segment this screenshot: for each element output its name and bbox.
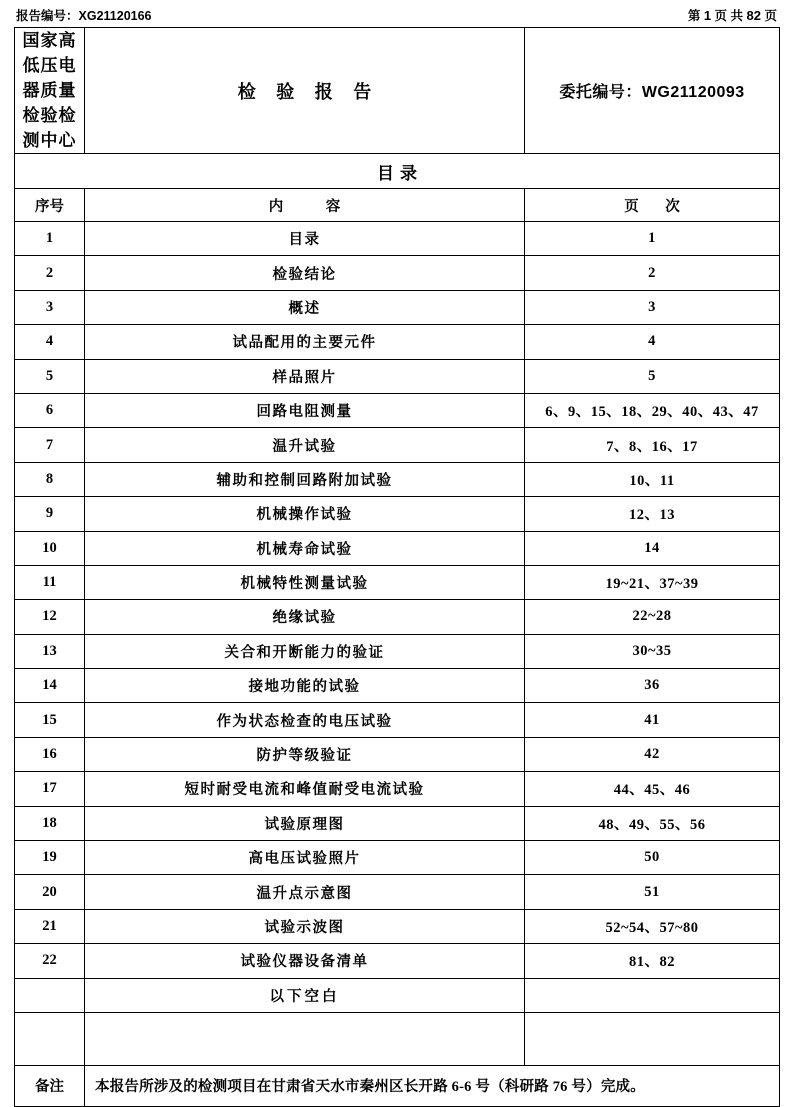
table-row bbox=[15, 462, 780, 496]
row-page: 51 bbox=[525, 875, 780, 909]
row-content: 机械特性测量试验 bbox=[85, 565, 525, 599]
row-index: 5 bbox=[15, 359, 85, 393]
table-row bbox=[15, 841, 780, 875]
row-index: 20 bbox=[15, 875, 85, 909]
row-content: 机械寿命试验 bbox=[85, 531, 525, 565]
organization-name bbox=[15, 28, 85, 154]
row-index: 19 bbox=[15, 841, 85, 875]
report-number bbox=[16, 6, 152, 24]
row-content: 高电压试验照片 bbox=[85, 841, 525, 875]
row-content: 目录 bbox=[85, 222, 525, 256]
row-index: 2 bbox=[15, 256, 85, 290]
table-row bbox=[15, 428, 780, 462]
document-title: 检 验 报 告 bbox=[85, 28, 525, 154]
page-current: 1 bbox=[703, 8, 712, 23]
row-content: 概述 bbox=[85, 290, 525, 324]
row-index: 10 bbox=[15, 531, 85, 565]
row-page: 50 bbox=[525, 841, 780, 875]
row-page: 52~54、57~80 bbox=[525, 909, 780, 943]
row-content: 温升试验 bbox=[85, 428, 525, 462]
row-page: 1 bbox=[525, 222, 780, 256]
row-index: 22 bbox=[15, 944, 85, 978]
row-content: 辅助和控制回路附加试验 bbox=[85, 462, 525, 496]
row-index: 21 bbox=[15, 909, 85, 943]
column-header-content: 内 容 bbox=[85, 189, 525, 222]
row-content: 试品配用的主要元件 bbox=[85, 325, 525, 359]
row-index: 13 bbox=[15, 634, 85, 668]
column-header-index: 序号 bbox=[15, 189, 85, 222]
row-content: 温升点示意图 bbox=[85, 875, 525, 909]
table-row bbox=[15, 531, 780, 565]
page-indicator bbox=[688, 6, 777, 24]
row-page: 19~21、37~39 bbox=[525, 565, 780, 599]
row-page: 36 bbox=[525, 669, 780, 703]
row-page: 14 bbox=[525, 531, 780, 565]
row-content: 样品照片 bbox=[85, 359, 525, 393]
row-index: 8 bbox=[15, 462, 85, 496]
organization-name-line2: 检验检测中心 bbox=[22, 106, 77, 150]
row-index: 4 bbox=[15, 325, 85, 359]
row-index: 7 bbox=[15, 428, 85, 462]
table-row bbox=[15, 325, 780, 359]
spacer-content bbox=[85, 1012, 525, 1065]
page-unit-2: 页 bbox=[764, 9, 777, 23]
catalog-heading: 目录 bbox=[15, 154, 780, 189]
table-row bbox=[15, 944, 780, 978]
report-number-value: XG21120166 bbox=[78, 9, 152, 23]
row-content: 试验原理图 bbox=[85, 806, 525, 840]
row-page: 3 bbox=[525, 290, 780, 324]
remark-text: 本报告所涉及的检测项目在甘肃省天水市秦州区长开路 6-6 号（科研路 76 号）完成。 bbox=[85, 1065, 780, 1106]
column-header-page: 页 次 bbox=[525, 189, 780, 222]
remark-label: 备注 bbox=[15, 1065, 85, 1106]
row-page: 2 bbox=[525, 256, 780, 290]
row-content: 绝缘试验 bbox=[85, 600, 525, 634]
table-row bbox=[15, 634, 780, 668]
row-page: 4 bbox=[525, 325, 780, 359]
organization-name-line1: 国家高低压电器质量 bbox=[22, 31, 77, 100]
row-index: 16 bbox=[15, 737, 85, 771]
table-row bbox=[15, 256, 780, 290]
report-number-label: 报告编号： bbox=[16, 9, 79, 23]
row-index: 9 bbox=[15, 497, 85, 531]
table-row bbox=[15, 703, 780, 737]
row-content: 试验示波图 bbox=[85, 909, 525, 943]
page-prefix: 第 bbox=[687, 9, 701, 23]
table-row bbox=[15, 393, 780, 427]
title-band-row bbox=[15, 28, 780, 154]
page-unit: 页 bbox=[714, 9, 728, 23]
row-content: 机械操作试验 bbox=[85, 497, 525, 531]
empty-spacer-row bbox=[15, 1012, 780, 1065]
row-page: 7、8、16、17 bbox=[525, 428, 780, 462]
catalog-column-header bbox=[15, 189, 780, 222]
spacer-index bbox=[15, 1012, 85, 1065]
row-index: 15 bbox=[15, 703, 85, 737]
blank-note-row bbox=[15, 978, 780, 1012]
entrust-number-value: WG21120093 bbox=[641, 84, 745, 101]
page-header bbox=[14, 6, 779, 27]
row-content: 关合和开断能力的验证 bbox=[85, 634, 525, 668]
table-row bbox=[15, 909, 780, 943]
row-content: 检验结论 bbox=[85, 256, 525, 290]
row-content: 试验仪器设备清单 bbox=[85, 944, 525, 978]
blank-index bbox=[15, 978, 85, 1012]
row-index: 12 bbox=[15, 600, 85, 634]
row-page: 22~28 bbox=[525, 600, 780, 634]
row-page: 41 bbox=[525, 703, 780, 737]
row-index: 3 bbox=[15, 290, 85, 324]
table-row bbox=[15, 669, 780, 703]
row-index: 14 bbox=[15, 669, 85, 703]
page-total-label: 共 bbox=[730, 9, 744, 23]
table-row bbox=[15, 875, 780, 909]
row-page: 42 bbox=[525, 737, 780, 771]
table-row bbox=[15, 290, 780, 324]
row-page: 10、11 bbox=[525, 462, 780, 496]
row-index: 1 bbox=[15, 222, 85, 256]
table-row bbox=[15, 565, 780, 599]
page-total: 82 bbox=[746, 8, 761, 23]
table-row bbox=[15, 222, 780, 256]
entrust-number-label: 委托编号： bbox=[559, 84, 642, 101]
table-row bbox=[15, 359, 780, 393]
row-index: 18 bbox=[15, 806, 85, 840]
row-page: 6、9、15、18、29、40、43、47 bbox=[525, 393, 780, 427]
blank-page bbox=[525, 978, 780, 1012]
row-index: 17 bbox=[15, 772, 85, 806]
blank-note: 以下空白 bbox=[85, 978, 525, 1012]
catalog-heading-row bbox=[15, 154, 780, 189]
row-page: 5 bbox=[525, 359, 780, 393]
row-page: 44、45、46 bbox=[525, 772, 780, 806]
row-index: 6 bbox=[15, 393, 85, 427]
row-content: 短时耐受电流和峰值耐受电流试验 bbox=[85, 772, 525, 806]
row-page: 12、13 bbox=[525, 497, 780, 531]
table-row bbox=[15, 497, 780, 531]
spacer-page bbox=[525, 1012, 780, 1065]
table-row bbox=[15, 737, 780, 771]
table-row bbox=[15, 806, 780, 840]
report-table bbox=[14, 27, 780, 1107]
remark-row bbox=[15, 1065, 780, 1106]
row-content: 作为状态检查的电压试验 bbox=[85, 703, 525, 737]
row-page: 81、82 bbox=[525, 944, 780, 978]
row-index: 11 bbox=[15, 565, 85, 599]
row-content: 防护等级验证 bbox=[85, 737, 525, 771]
table-row bbox=[15, 600, 780, 634]
entrust-number bbox=[525, 28, 780, 154]
row-page: 48、49、55、56 bbox=[525, 806, 780, 840]
table-row bbox=[15, 772, 780, 806]
row-page: 30~35 bbox=[525, 634, 780, 668]
row-content: 接地功能的试验 bbox=[85, 669, 525, 703]
row-content: 回路电阻测量 bbox=[85, 393, 525, 427]
